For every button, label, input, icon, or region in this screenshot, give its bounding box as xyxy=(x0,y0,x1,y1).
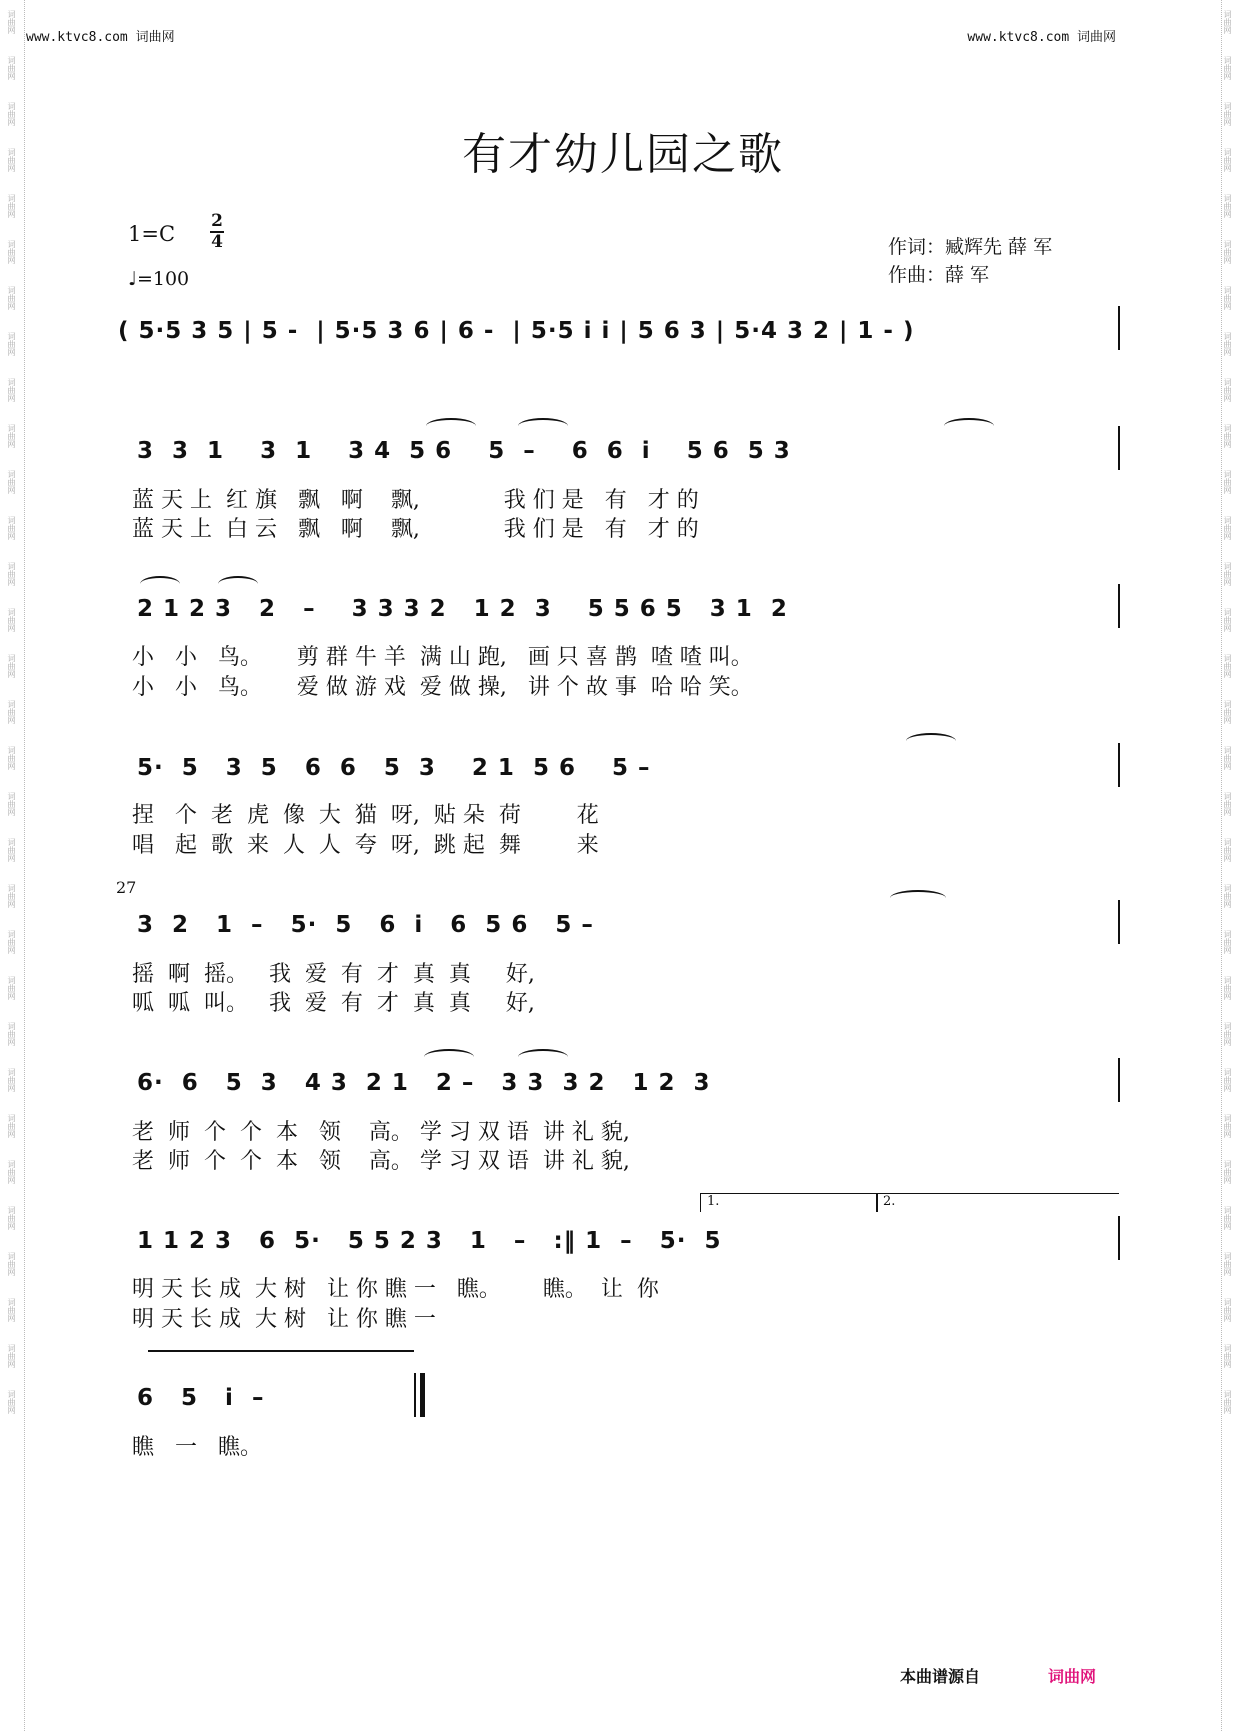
source-label: 本曲谱源自 xyxy=(900,1667,981,1686)
side-watermark-text: 词曲网 xyxy=(7,930,16,954)
lyricist-credit: 作词：臧辉先 薛 军 xyxy=(888,236,1053,258)
system-6-lyric-1: 明 天 长 成 大 树 让 你 瞧 一 瞧。 瞧。 让 你 xyxy=(132,1277,659,1302)
side-watermark-text: 词曲网 xyxy=(1223,470,1232,494)
source-name: 词曲网 xyxy=(1048,1667,1097,1686)
system-1-notes: 3 3 1 3 1 3 4 5 6 5 – 6 6 i 5 6 5 3 xyxy=(137,438,791,464)
side-watermark-text: 词曲网 xyxy=(1223,516,1232,540)
system-6-lyric-2: 明 天 长 成 大 树 让 你 瞧 一 xyxy=(132,1307,436,1332)
side-watermark-text: 词曲网 xyxy=(1223,332,1232,356)
side-watermark-text: 词曲网 xyxy=(1223,56,1232,80)
side-watermark-text: 词曲网 xyxy=(1223,930,1232,954)
site-header-right: www.ktvc8.com 词曲网 xyxy=(967,30,1116,45)
side-watermark-text: 词曲网 xyxy=(7,56,16,80)
side-watermark-text: 词曲网 xyxy=(7,286,16,310)
time-top: 2 xyxy=(211,211,223,231)
side-watermark-text: 词曲网 xyxy=(7,1344,16,1368)
side-watermark-text: 词曲网 xyxy=(1223,1298,1232,1322)
side-watermark-text: 词曲网 xyxy=(7,608,16,632)
system-5-lyric-1: 老 师 个 个 本 领 高。 学 习 双 语 讲 礼 貌, xyxy=(132,1120,630,1145)
side-watermark-text: 词曲网 xyxy=(1223,1114,1232,1138)
song-title: 有才幼儿园之歌 xyxy=(462,129,784,180)
slur xyxy=(890,890,946,906)
system-5-notes: 6· 6 5 3 4 3 2 1 2 – 3 3 3 2 1 2 3 xyxy=(137,1070,711,1096)
barline xyxy=(1118,900,1120,944)
side-watermark-text: 词曲网 xyxy=(7,1022,16,1046)
side-watermark-text: 词曲网 xyxy=(7,1068,16,1092)
side-watermark-text: 词曲网 xyxy=(1223,1390,1232,1414)
side-watermark-text: 词曲网 xyxy=(7,378,16,402)
tempo-mark: ♩=100 xyxy=(128,268,190,290)
side-watermark-text: 词曲网 xyxy=(7,194,16,218)
final-barline-thick xyxy=(420,1373,425,1417)
system-3-lyric-2: 唱 起 歌 来 人 人 夸 呀, 跳 起 舞 来 xyxy=(132,833,599,858)
key-signature: 1=C xyxy=(128,222,176,246)
intro-line: ( 5·5 3 5 | 5 - | 5·5 3 6 | 6 - | 5·5 i i | 5 6 3 | 5·4 3 2 | 1 - ) xyxy=(118,318,915,344)
side-watermark-text: 词曲网 xyxy=(7,1298,16,1322)
slur xyxy=(518,418,568,434)
barline xyxy=(1118,743,1120,787)
barline xyxy=(1118,584,1120,628)
slur xyxy=(218,576,258,592)
slur xyxy=(906,733,956,749)
system-2-lyric-1: 小 小 鸟。 剪 群 牛 羊 满 山 跑, 画 只 喜 鹊 喳 喳 叫。 xyxy=(132,645,753,670)
side-watermark-text: 词曲网 xyxy=(7,1252,16,1276)
system-7-notes: 6 5 i – xyxy=(137,1385,265,1411)
side-watermark-text: 词曲网 xyxy=(7,10,16,34)
slur xyxy=(426,418,476,434)
side-watermark-text: 词曲网 xyxy=(7,838,16,862)
side-watermark-text: 词曲网 xyxy=(1223,10,1232,34)
side-watermark-text: 词曲网 xyxy=(1223,700,1232,724)
system-2-lyric-2: 小 小 鸟。 爱 做 游 戏 爱 做 操, 讲 个 故 事 哈 哈 笑。 xyxy=(132,675,753,700)
side-watermark-text: 词曲网 xyxy=(1223,746,1232,770)
side-watermark-text: 词曲网 xyxy=(1223,792,1232,816)
side-watermark-text: 词曲网 xyxy=(7,1206,16,1230)
measure-number: 27 xyxy=(116,878,137,897)
side-watermark-text: 词曲网 xyxy=(1223,286,1232,310)
side-watermark-text: 词曲网 xyxy=(1223,838,1232,862)
barline xyxy=(1118,1216,1120,1260)
system-3-lyric-1: 捏 个 老 虎 像 大 猫 呀, 贴 朵 荷 花 xyxy=(132,803,599,828)
final-barline-thin xyxy=(414,1373,416,1417)
slur xyxy=(518,1049,568,1065)
side-watermark-text: 词曲网 xyxy=(7,884,16,908)
side-watermark-text: 词曲网 xyxy=(1223,608,1232,632)
barline xyxy=(1118,426,1120,470)
system-1-lyric-1: 蓝 天 上 红 旗 飘 啊 飘, 我 们 是 有 才 的 xyxy=(132,488,699,513)
side-watermark-text: 词曲网 xyxy=(7,148,16,172)
side-watermark-text: 词曲网 xyxy=(7,746,16,770)
side-watermark-text: 词曲网 xyxy=(1223,654,1232,678)
side-watermark-text: 词曲网 xyxy=(7,240,16,264)
barline xyxy=(1118,306,1120,350)
side-watermark-text: 词曲网 xyxy=(1223,1344,1232,1368)
barline xyxy=(1118,1058,1120,1102)
side-watermark-text: 词曲网 xyxy=(7,1114,16,1138)
system-5-lyric-2: 老 师 个 个 本 领 高。 学 习 双 语 讲 礼 貌, xyxy=(132,1149,630,1174)
system-4-lyric-1: 摇 啊 摇。 我 爱 有 才 真 真 好, xyxy=(132,962,535,987)
system-6-notes: 1 1 2 3 6 5· 5 5 2 3 1 – :‖ 1 – 5· 5 xyxy=(137,1228,722,1254)
system-1-lyric-2: 蓝 天 上 白 云 飘 啊 飘, 我 们 是 有 才 的 xyxy=(132,517,699,542)
side-watermark-text: 词曲网 xyxy=(7,102,16,126)
slur xyxy=(424,1049,474,1065)
side-watermark-text: 词曲网 xyxy=(1223,148,1232,172)
system-3-notes: 5· 5 3 5 6 6 5 3 2 1 5 6 5 – xyxy=(137,755,651,781)
side-watermark-text: 词曲网 xyxy=(1223,240,1232,264)
composer-credit: 作曲：薛 军 xyxy=(888,264,990,286)
time-signature xyxy=(210,212,224,252)
side-watermark-text: 词曲网 xyxy=(1223,562,1232,586)
system-4-lyric-2: 呱 呱 叫。 我 爱 有 才 真 真 好, xyxy=(132,991,535,1016)
volta-2: 2. xyxy=(876,1193,1119,1212)
side-watermark-text: 词曲网 xyxy=(1223,378,1232,402)
side-watermark-text: 词曲网 xyxy=(7,424,16,448)
side-watermark-text: 词曲网 xyxy=(1223,976,1232,1000)
slur xyxy=(944,418,994,434)
system-4-notes: 3 2 1 – 5· 5 6 i 6 5 6 5 – xyxy=(137,912,594,938)
side-watermark-text: 词曲网 xyxy=(7,470,16,494)
system-2-notes: 2 1 2 3 2 – 3 3 3 2 1 2 3 5 5 6 5 3 1 2 xyxy=(137,596,788,622)
side-watermark-text: 词曲网 xyxy=(1223,102,1232,126)
time-bottom: 4 xyxy=(211,232,223,252)
side-watermark-text: 词曲网 xyxy=(7,1390,16,1414)
left-edge-watermark xyxy=(6,0,25,1731)
side-watermark-text: 词曲网 xyxy=(7,792,16,816)
side-watermark-text: 词曲网 xyxy=(7,700,16,724)
side-watermark-text: 词曲网 xyxy=(7,516,16,540)
volta-1: 1. xyxy=(700,1193,878,1212)
side-watermark-text: 词曲网 xyxy=(7,976,16,1000)
side-watermark-text: 词曲网 xyxy=(1223,1022,1232,1046)
side-watermark-text: 词曲网 xyxy=(1223,424,1232,448)
side-watermark-text: 词曲网 xyxy=(1223,1206,1232,1230)
slur xyxy=(140,576,180,592)
system-7-lyric-1: 瞧 一 瞧。 xyxy=(132,1435,262,1460)
side-watermark-text: 词曲网 xyxy=(1223,884,1232,908)
volta-bracket xyxy=(148,1350,414,1352)
side-watermark-text: 词曲网 xyxy=(1223,1160,1232,1184)
side-watermark-text: 词曲网 xyxy=(7,332,16,356)
side-watermark-text: 词曲网 xyxy=(1223,1252,1232,1276)
side-watermark-text: 词曲网 xyxy=(1223,194,1232,218)
right-edge-watermark xyxy=(1221,0,1240,1731)
side-watermark-text: 词曲网 xyxy=(1223,1068,1232,1092)
site-header-left: www.ktvc8.com 词曲网 xyxy=(26,30,175,45)
side-watermark-text: 词曲网 xyxy=(7,1160,16,1184)
side-watermark-text: 词曲网 xyxy=(7,562,16,586)
side-watermark-text: 词曲网 xyxy=(7,654,16,678)
